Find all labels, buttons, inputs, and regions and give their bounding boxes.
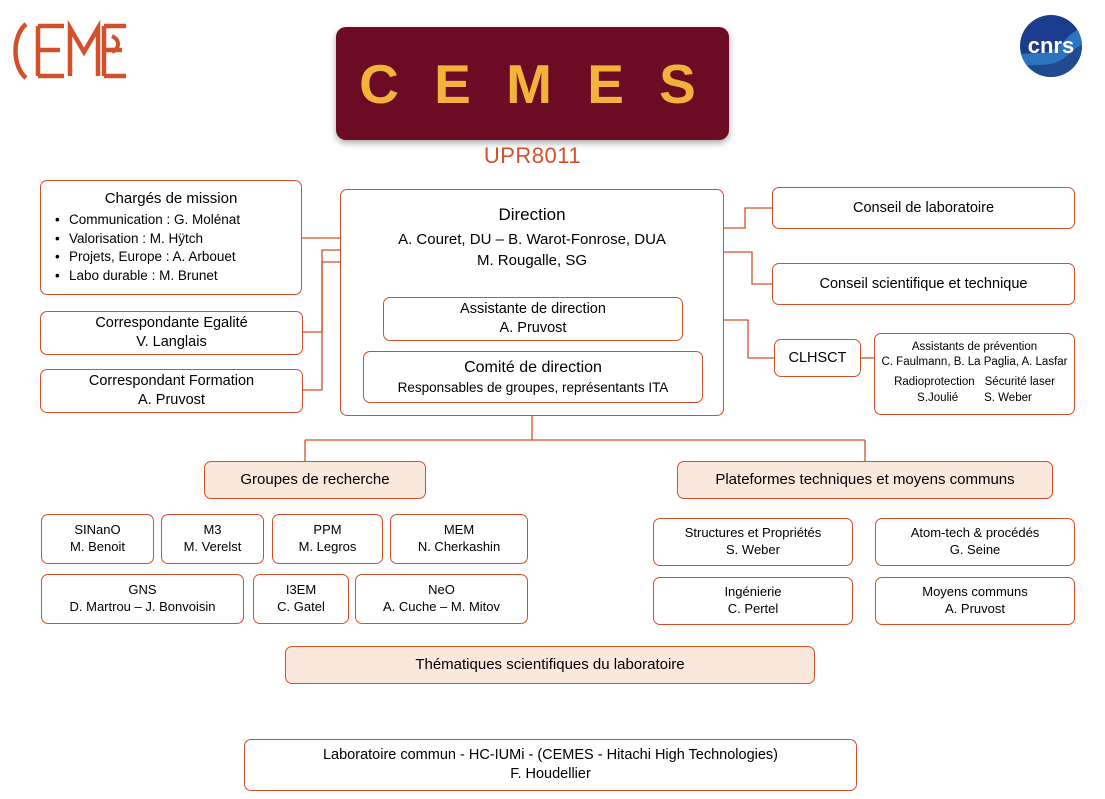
group-gns-lead: D. Martrou – J. Bonvoisin	[69, 599, 216, 614]
prevention-names: C. Faulmann, B. La Paglia, A. Lasfar	[881, 355, 1068, 368]
platform-structures-name: Structures et Propriétés	[684, 525, 822, 541]
prevention-role-securite-laser: Sécurité laser	[984, 376, 1055, 389]
box-clhsct[interactable]	[774, 339, 861, 377]
cnrs-logo	[1008, 13, 1094, 87]
box-group-i3em[interactable]	[253, 574, 349, 624]
group-gns-name: GNS	[128, 582, 157, 598]
box-conseil-de-laboratoire[interactable]	[772, 187, 1075, 229]
platform-moyens-communs-name: Moyens communs	[922, 584, 1028, 600]
group-m3-name: M3	[203, 522, 222, 538]
box-platform-ingenierie[interactable]	[653, 577, 853, 625]
comite-title: Comité de direction	[464, 359, 602, 377]
group-m3-lead: M. Verelst	[183, 539, 242, 554]
clhsct-label: CLHSCT	[788, 349, 847, 366]
group-sinano-lead: M. Benoit	[70, 539, 125, 554]
platform-moyens-communs-lead: A. Pruvost	[945, 601, 1005, 616]
prevention-title: Assistants de prévention	[911, 341, 1038, 353]
direction-title: Direction	[498, 205, 566, 224]
group-sinano-name: SINanO	[74, 522, 121, 538]
box-correspondant-formation[interactable]	[40, 369, 303, 413]
correspondant-formation-title: Correspondant Formation	[88, 373, 255, 390]
plateformes-label: Plateformes techniques et moyens communs	[715, 471, 1015, 489]
group-mem-name: MEM	[443, 522, 475, 538]
box-laboratoire-commun[interactable]	[244, 739, 857, 791]
platform-atom-tech-lead: G. Seine	[949, 542, 1001, 557]
box-conseil-scientifique-technique[interactable]	[772, 263, 1075, 305]
box-comite-de-direction[interactable]	[363, 351, 703, 403]
platform-ingenierie-lead: C. Pertel	[727, 601, 779, 616]
box-platform-moyens-communs[interactable]	[875, 577, 1075, 625]
group-ppm-name: PPM	[313, 522, 342, 538]
group-i3em-lead: C. Gatel	[277, 599, 325, 614]
box-correspondante-egalite[interactable]	[40, 311, 303, 355]
box-group-gns[interactable]	[41, 574, 244, 624]
cemes-logo	[8, 18, 126, 84]
charges-de-mission-list	[45, 211, 297, 286]
box-group-mem[interactable]	[390, 514, 528, 564]
correspondante-egalite-title: Correspondante Egalité	[95, 315, 248, 332]
box-platform-atom-tech[interactable]	[875, 518, 1075, 566]
box-group-sinano[interactable]	[41, 514, 154, 564]
laboratoire-commun-line2: F. Houdellier	[510, 766, 591, 782]
page-subtitle: UPR8011	[483, 143, 582, 168]
list-item: • Valorisation : M. Hÿtch	[67, 230, 291, 249]
group-neo-name: NeO	[428, 582, 455, 598]
group-neo-lead: A. Cuche – M. Mitov	[382, 599, 501, 614]
box-thematiques-scientifiques[interactable]	[285, 646, 815, 684]
platform-atom-tech-name: Atom-tech & procédés	[910, 525, 1040, 541]
box-platform-structures-proprietes[interactable]	[653, 518, 853, 566]
group-ppm-lead: M. Legros	[298, 539, 357, 554]
comite-subtitle: Responsables de groupes, représentants ITA	[397, 379, 669, 395]
header-groupes-de-recherche[interactable]	[204, 461, 426, 499]
direction-sg: M. Rougalle, SG	[476, 251, 588, 269]
prevention-person-radioprotection: S.Joulié	[917, 392, 959, 405]
assistante-name: A. Pruvost	[499, 320, 567, 336]
cnrs-logo-text: cnrs	[1027, 33, 1075, 58]
box-direction[interactable]	[340, 189, 724, 416]
box-charges-de-mission[interactable]	[40, 180, 302, 295]
page-title-banner	[336, 27, 729, 140]
correspondant-formation-name: A. Pruvost	[138, 392, 205, 408]
list-item: • Communication : G. Molénat	[67, 211, 291, 230]
platform-ingenierie-name: Ingénierie	[724, 584, 782, 600]
platform-structures-lead: S. Weber	[726, 542, 780, 557]
box-assistante-de-direction[interactable]	[383, 297, 683, 341]
direction-heads: A. Couret, DU – B. Warot-Fonrose, DUA	[398, 230, 666, 248]
laboratoire-commun-line1: Laboratoire commun - HC-IUMi - (CEMES - Hitachi High Technologies)	[322, 747, 778, 764]
conseil-scientifique-label: Conseil scientifique et technique	[819, 275, 1028, 292]
header-plateformes-techniques[interactable]	[677, 461, 1053, 499]
box-group-ppm[interactable]	[272, 514, 383, 564]
prevention-role-radioprotection: Radioprotection	[894, 376, 975, 389]
thematiques-label: Thématiques scientifiques du laboratoire	[415, 656, 685, 674]
correspondante-egalite-name: V. Langlais	[136, 334, 207, 350]
box-group-neo[interactable]	[355, 574, 528, 624]
prevention-person-securite-laser: S. Weber	[984, 392, 1032, 405]
assistante-title: Assistante de direction	[460, 301, 606, 318]
list-item: • Projets, Europe : A. Arbouet	[67, 248, 291, 267]
conseil-laboratoire-label: Conseil de laboratoire	[852, 199, 995, 216]
groupes-de-recherche-label: Groupes de recherche	[240, 471, 390, 489]
group-i3em-name: I3EM	[285, 582, 317, 598]
box-assistants-de-prevention[interactable]	[874, 333, 1075, 415]
charges-de-mission-title: Chargés de mission	[104, 190, 238, 207]
list-item: • Labo durable : M. Brunet	[67, 267, 291, 286]
group-mem-lead: N. Cherkashin	[417, 539, 501, 554]
box-group-m3[interactable]	[161, 514, 264, 564]
page-title: C E M E S	[359, 52, 706, 115]
